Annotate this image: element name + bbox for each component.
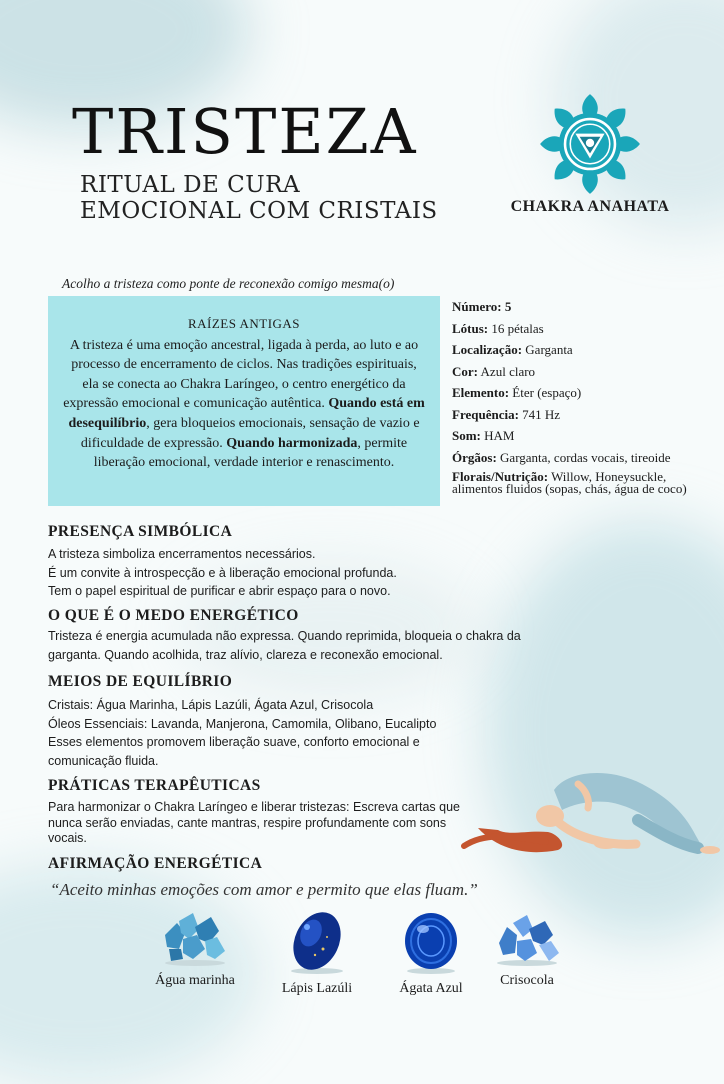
property-frequency [452, 404, 720, 426]
blue-agate-stone-icon [391, 905, 471, 975]
property-color [452, 361, 720, 383]
property-value: 741 Hz [522, 406, 561, 422]
property-value: Azul claro [480, 363, 536, 379]
affirmation-quote: “Aceito minhas emoções com amor e permito que elas fluam.” [50, 880, 478, 899]
body-line: Cristais: Água Marinha, Lápis Lazúli, Ágata Azul, Crisocola [48, 698, 374, 712]
property-label: Elemento: [452, 385, 510, 400]
throat-chakra-lotus-icon [538, 92, 642, 196]
property-label: Cor: [452, 363, 478, 379]
property-value: 5 [504, 299, 512, 314]
section-title-presence: PRESENÇA SIMBÓLICA [48, 523, 233, 540]
property-number [452, 296, 720, 318]
body-line: Esses elementos promovem liberação suave, conforto emocional e [48, 735, 420, 749]
body-line: nunca serão enviadas, cante mantras, respire profundamente com sons [48, 815, 447, 830]
crystal-lapis-lazuli [262, 905, 372, 997]
property-label: Lótus: [452, 320, 489, 336]
property-organs [452, 447, 720, 469]
body-line: Tristeza é energia acumulada não expressa. Quando reprimida, bloqueia o chakra da [48, 629, 521, 643]
property-value: Willow, Honeysuckle, alimentos fluidos (sopas, chás, água de coco) [452, 469, 687, 496]
chakra-name: CHAKRA ANAHATA [510, 198, 670, 215]
body-line: garganta. Quando acolhida, traz alívio, clareza e reconexão emocional. [48, 647, 443, 662]
property-label: Som: [452, 428, 481, 443]
property-florals-nutrition [452, 471, 720, 495]
property-location [452, 339, 720, 361]
property-value: HAM [484, 428, 515, 443]
page-subtitle [80, 172, 438, 224]
crystal-blue-agate [376, 905, 486, 997]
property-value: Garganta [525, 342, 573, 357]
chakra-properties-list [452, 296, 720, 495]
roots-heading: RAÍZES ANTIGAS [187, 316, 301, 331]
crystal-name: Lápis Lazúli [281, 981, 353, 996]
roots-text-segment: A tristeza é uma emoção ancestral, ligada à perda, ao luto e ao processo de encerramento de ciclos. Nas tradições espirituais, ela se conecta ao Chakra Laríngeo, o centro energético da expressão emocional e comunicação autêntica. [63, 337, 419, 412]
property-value: Garganta, cordas vocais, tireoide [500, 449, 671, 465]
section-body-presence [48, 545, 397, 601]
body-line: Tem o papel espiritual de purificar e abrir espaço para o novo. [48, 584, 391, 598]
page-title: TRISTEZA [72, 95, 418, 168]
section-title-balance: MEIOS DE EQUILÍBRIO [48, 673, 233, 690]
body-line: É um convite à introspecção e à liberação emocional profunda. [48, 565, 397, 580]
body-line: Óleos Essenciais: Lavanda, Manjerona, Camomila, Olibano, Eucalipto [48, 716, 437, 731]
section-body-balance [48, 696, 436, 770]
property-element [452, 382, 720, 404]
body-line: vocais. [48, 831, 87, 845]
body-line: comunicação fluida. [48, 753, 159, 768]
crystal-name: Ágata Azul [399, 981, 463, 996]
roots-emphasis: Quando harmonizada [226, 435, 358, 451]
aquamarine-crystal-icon [155, 905, 235, 967]
subtitle-line: RITUAL DE CURA [80, 172, 301, 198]
property-sound [452, 425, 720, 447]
crystal-chrysocolla [472, 905, 582, 989]
crystal-name: Crisocola [500, 973, 554, 988]
property-label: Número: [452, 299, 502, 314]
property-lotus [452, 318, 720, 340]
section-body-practices [48, 800, 460, 847]
property-label: Órgãos: [452, 449, 497, 465]
tagline: Acolho a tristeza como ponte de reconexão comigo mesma(o) [62, 276, 395, 291]
roots-text [62, 336, 426, 473]
body-line: A tristeza simboliza encerramentos necessários. [48, 547, 316, 561]
section-title-energetic: O QUE É O MEDO ENERGÉTICO [48, 607, 299, 624]
yoga-pose-illustration [458, 760, 722, 860]
body-line: Para harmonizar o Chakra Laríngeo e liberar tristezas: Escreva cartas que [48, 800, 460, 814]
chrysocolla-crystal-icon [487, 905, 567, 967]
subtitle-line: EMOCIONAL COM CRISTAIS [80, 198, 438, 224]
section-title-affirmation: AFIRMAÇÃO ENERGÉTICA [48, 855, 263, 872]
ancient-roots-box [48, 296, 440, 506]
crystal-name: Água marinha [155, 973, 235, 988]
property-value: Éter (espaço) [512, 385, 582, 400]
lapis-lazuli-stone-icon [277, 905, 357, 975]
crystal-aquamarine [140, 905, 250, 989]
property-label: Florais/Nutrição: [452, 469, 549, 484]
section-body-energetic [48, 627, 521, 664]
property-label: Frequência: [452, 406, 519, 422]
section-title-practices: PRÁTICAS TERAPÊUTICAS [48, 777, 261, 794]
watercolor-wash [484, 520, 724, 940]
property-label: Localização: [452, 342, 523, 357]
roots-text-segment: , permite liberação emocional, verdade interior e renascimento. [93, 435, 408, 471]
property-value: 16 pétalas [491, 320, 544, 336]
roots-emphasis: Quando está em desequilíbrio [68, 396, 425, 431]
roots-text-segment: , gera bloqueios emocionais, sensação de vazio e dificuldade de expressão. [80, 415, 420, 451]
